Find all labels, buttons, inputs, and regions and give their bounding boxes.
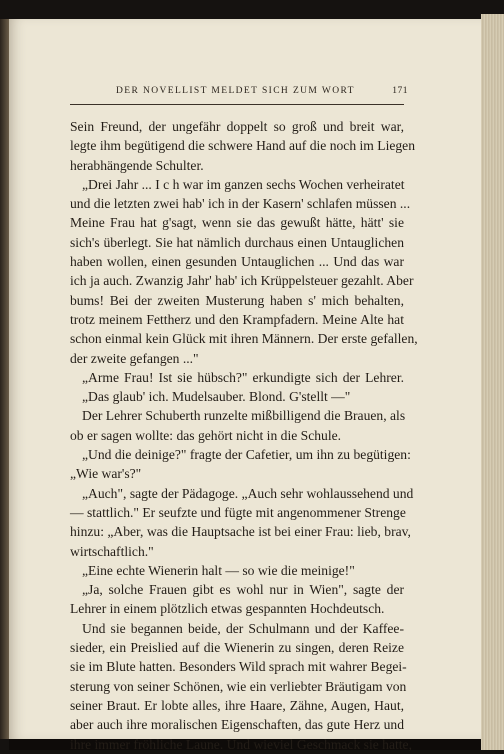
running-title: DER NOVELLIST MELDET SICH ZUM WORT [116,86,355,96]
text-line: Lehrer in einem plötzlich etwas gespannten Hochdeutsch. [70,601,385,617]
text-line: trotz meinem Fettherz und den Krampfadern. Meine Alte hat [70,311,404,327]
text-line: „Ja, solche Frauen gibt es wohl nur in Wien", sagte der [82,582,404,598]
running-header [108,86,408,102]
text-line: „Drei Jahr ... I c h war im ganzen sechs Wochen verheiratet [82,176,405,192]
text-line: sterung von seiner Schönen, wie ein verliebter Bräutigam von [70,678,407,694]
text-line: „Wie war's?" [70,466,142,482]
text-line: wirtschaftlich." [70,543,154,559]
text-line: seiner Braut. Er lobte alles, ihre Haare, Zähne, Augen, Haut, [70,697,404,713]
text-line: legte ihm begütigend die schwere Hand auf die noch im Liegen [70,138,416,154]
text-line: Meine Frau hat g'sagt, wenn sie das gewußt hätte, hätt' sie [70,215,404,231]
text-line: und die letzten zwei hab' ich in der Kasern' schlafen müssen ... [70,196,411,212]
text-line: haben wollen, einen gesunden Untauglichen ... Und das war [70,254,404,270]
body-text [70,117,418,754]
text-line: Und sie begannen beide, der Schulmann und der Kaffee- [82,620,404,636]
text-line: schon einmal kein Glück mit ihren Männern. Der erste gefallen, [70,331,418,347]
text-line: sieder, ein Preislied auf die Wienerin zu singen, deren Reize [70,640,404,656]
text-line: „Arme Frau! Ist sie hübsch?" erkundigte sich der Lehrer. [82,369,404,385]
text-line: „Eine echte Wienerin halt — so wie die meinige!" [82,562,355,578]
text-line: sich's überlegt. Sie hat nämlich durchaus einen Untauglichen [70,234,404,250]
page-edges [481,14,504,750]
text-line: ihre immer fröhliche Laune. Und wieviel Geschmack sie hatte, [70,736,412,752]
text-line: ob er sagen wollte: das gehört nicht in die Schule. [70,427,342,443]
text-line: „Und die deinige?" fragte der Cafetier, um ihn zu begütigen: [82,447,411,463]
book-gutter [0,19,9,739]
header-rule [70,104,404,105]
text-line: „Das glaub' ich. Mudelsauber. Blond. G'stellt —" [82,389,351,405]
text-line: Sein Freund, der ungefähr doppelt so groß und breit war, [70,119,404,134]
text-line: „Auch", sagte der Pädagoge. „Auch sehr wohlaussehend und [82,485,414,501]
text-line: bums! Bei der zweiten Musterung haben s' mich behalten, [70,292,404,308]
text-line: ich ja auch. Zwanzig Jahr' hab' ich Krüppelsteuer gezahlt. Aber [70,273,414,289]
text-line: hinzu: „Aber, was die Hauptsache ist bei einer Frau: lieb, brav, [70,524,411,540]
text-line: herabhängende Schulter. [70,157,204,173]
page-number: 171 [392,86,408,96]
text-line: Der Lehrer Schuberth runzelte mißbilligend die Brauen, als [82,408,406,424]
text-line: der zweite gefangen ..." [70,350,199,366]
text-line: sie im Blute hatten. Besonders Wild sprach mit wahrer Begei- [70,659,407,675]
text-line: — stattlich." Er seufzte und fügte mit angenommener Strenge [70,504,406,520]
text-line: aber auch ihre moralischen Eigenschaften, das gute Herz und [70,717,404,733]
